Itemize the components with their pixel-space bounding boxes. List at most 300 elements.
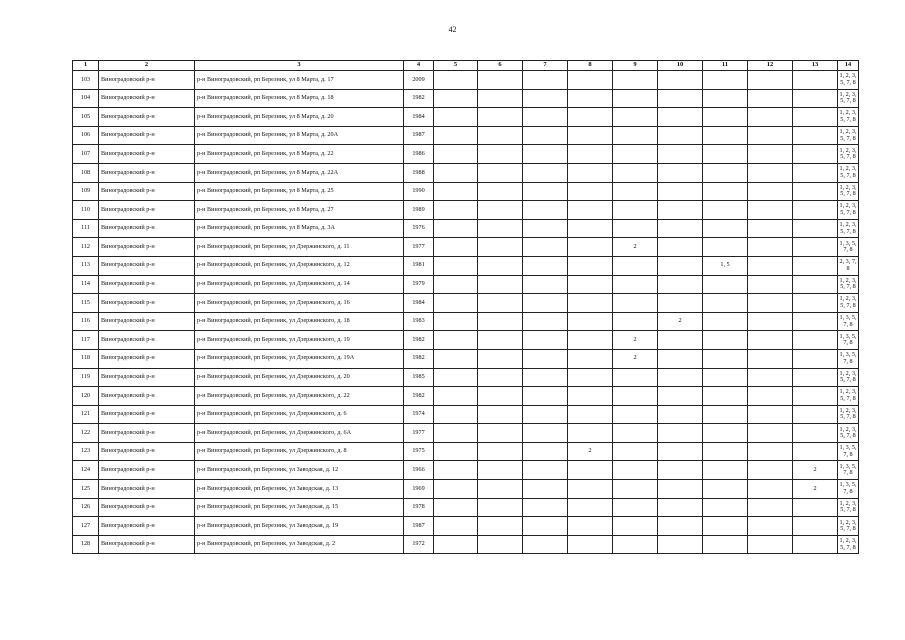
table-row <box>73 275 859 294</box>
table-cell-col-8 <box>568 238 613 257</box>
table-cell-col-6 <box>478 126 523 145</box>
table-cell-col-7 <box>523 275 568 294</box>
table-cell-col-4: 1989 <box>404 201 434 220</box>
table-cell-col-11 <box>703 442 748 461</box>
table-cell-col-8 <box>568 163 613 182</box>
table-row <box>73 517 859 536</box>
table-cell-col-2: Виноградовский р-н <box>99 368 195 387</box>
table-cell-col-6 <box>478 182 523 201</box>
table-cell-col-9 <box>613 108 658 127</box>
table-cell-col-9 <box>613 424 658 443</box>
table-cell-col-8 <box>568 145 613 164</box>
table-cell-col-1: 110 <box>73 201 99 220</box>
table-cell-col-4: 1981 <box>404 256 434 275</box>
table-cell-col-2: Виноградовский р-н <box>99 480 195 499</box>
table-cell-col-12 <box>748 182 793 201</box>
table-cell-col-12 <box>748 480 793 499</box>
table-cell-col-3: р-н Виноградовский, рп Березник, ул Дзержинского, д. 6А <box>195 424 404 443</box>
table-cell-col-4: 1982 <box>404 387 434 406</box>
table-cell-col-6 <box>478 312 523 331</box>
table-cell-col-12 <box>748 312 793 331</box>
table-cell-col-13 <box>793 442 838 461</box>
table-cell-col-8 <box>568 71 613 90</box>
table-row <box>73 126 859 145</box>
table-cell-col-11 <box>703 275 748 294</box>
table-cell-col-3: р-н Виноградовский, рп Березник, ул Заводская, д. 19 <box>195 517 404 536</box>
table-cell-col-12 <box>748 163 793 182</box>
table-cell-col-14: 1, 2, 3, 5, 7, 8 <box>838 535 859 554</box>
table-cell-col-2: Виноградовский р-н <box>99 349 195 368</box>
table-cell-col-14: 1, 2, 3, 5, 7, 8 <box>838 294 859 313</box>
table-cell-col-5 <box>434 219 478 238</box>
table-cell-col-1: 113 <box>73 256 99 275</box>
table-cell-col-5 <box>434 108 478 127</box>
table-cell-col-14: 1, 2, 3, 5, 7, 8 <box>838 219 859 238</box>
table-cell-col-2: Виноградовский р-н <box>99 294 195 313</box>
column-header-11: 11 <box>703 61 748 71</box>
table-cell-col-5 <box>434 126 478 145</box>
table-cell-col-13 <box>793 256 838 275</box>
table-cell-col-9 <box>613 256 658 275</box>
table-cell-col-8 <box>568 349 613 368</box>
table-cell-col-4: 1978 <box>404 498 434 517</box>
table-cell-col-10 <box>658 387 703 406</box>
column-header-2: 2 <box>99 61 195 71</box>
table-cell-col-14: 1, 2, 3, 5, 7, 8 <box>838 163 859 182</box>
table-cell-col-10 <box>658 498 703 517</box>
table-cell-col-10 <box>658 145 703 164</box>
table-cell-col-8 <box>568 126 613 145</box>
table-row <box>73 256 859 275</box>
table-cell-col-5 <box>434 71 478 90</box>
table-cell-col-10 <box>658 201 703 220</box>
table-cell-col-12 <box>748 387 793 406</box>
table-cell-col-8 <box>568 294 613 313</box>
table-cell-col-6 <box>478 256 523 275</box>
table-cell-col-14: 1, 3, 5, 7, 8 <box>838 312 859 331</box>
table-cell-col-9 <box>613 71 658 90</box>
table-cell-col-13 <box>793 108 838 127</box>
table-cell-col-1: 126 <box>73 498 99 517</box>
table-cell-col-2: Виноградовский р-н <box>99 312 195 331</box>
table-cell-col-7 <box>523 368 568 387</box>
table-cell-col-7 <box>523 126 568 145</box>
table-cell-col-1: 109 <box>73 182 99 201</box>
table-cell-col-6 <box>478 517 523 536</box>
table-cell-col-5 <box>434 89 478 108</box>
table-cell-col-12 <box>748 442 793 461</box>
table-row <box>73 163 859 182</box>
table-cell-col-9 <box>613 275 658 294</box>
table-cell-col-12 <box>748 517 793 536</box>
table-cell-col-11 <box>703 461 748 480</box>
table-cell-col-12 <box>748 145 793 164</box>
table-cell-col-4: 1988 <box>404 163 434 182</box>
table-cell-col-8 <box>568 424 613 443</box>
table-cell-col-7 <box>523 145 568 164</box>
table-cell-col-5 <box>434 201 478 220</box>
table-cell-col-11 <box>703 424 748 443</box>
column-header-3: 3 <box>195 61 404 71</box>
table-cell-col-2: Виноградовский р-н <box>99 535 195 554</box>
table-cell-col-10 <box>658 238 703 257</box>
table-cell-col-9 <box>613 405 658 424</box>
table-cell-col-12 <box>748 275 793 294</box>
table-cell-col-11 <box>703 368 748 387</box>
table-cell-col-12 <box>748 201 793 220</box>
table-cell-col-6 <box>478 368 523 387</box>
table-cell-col-12 <box>748 238 793 257</box>
table-cell-col-13 <box>793 89 838 108</box>
table-cell-col-7 <box>523 201 568 220</box>
table-cell-col-12 <box>748 219 793 238</box>
table-cell-col-7 <box>523 498 568 517</box>
table-cell-col-10 <box>658 442 703 461</box>
table-cell-col-14: 1, 3, 5, 7, 8 <box>838 461 859 480</box>
table-cell-col-1: 114 <box>73 275 99 294</box>
table-cell-col-5 <box>434 517 478 536</box>
table-cell-col-10 <box>658 368 703 387</box>
table-cell-col-9: 2 <box>613 349 658 368</box>
table-cell-col-3: р-н Виноградовский, рп Березник, ул Дзержинского, д. 6 <box>195 405 404 424</box>
table-cell-col-11 <box>703 498 748 517</box>
table-cell-col-10 <box>658 108 703 127</box>
table-cell-col-7 <box>523 535 568 554</box>
table-cell-col-6 <box>478 163 523 182</box>
table-cell-col-6 <box>478 349 523 368</box>
table-cell-col-3: р-н Виноградовский, рп Березник, ул Дзержинского, д. 19 <box>195 331 404 350</box>
table-cell-col-3: р-н Виноградовский, рп Березник, ул Дзержинского, д. 18 <box>195 312 404 331</box>
table-cell-col-11 <box>703 71 748 90</box>
table-cell-col-10 <box>658 405 703 424</box>
column-header-13: 13 <box>793 61 838 71</box>
table-cell-col-5 <box>434 405 478 424</box>
table-cell-col-10 <box>658 424 703 443</box>
table-cell-col-3: р-н Виноградовский, рп Березник, ул 8 Марта, д. 18 <box>195 89 404 108</box>
table-cell-col-11 <box>703 517 748 536</box>
table-row <box>73 331 859 350</box>
table-cell-col-1: 111 <box>73 219 99 238</box>
page-number: 42 <box>448 25 457 34</box>
column-header-1: 1 <box>73 61 99 71</box>
table-cell-col-6 <box>478 535 523 554</box>
table-cell-col-9 <box>613 89 658 108</box>
table-cell-col-11 <box>703 126 748 145</box>
table-cell-col-1: 118 <box>73 349 99 368</box>
table-cell-col-6 <box>478 331 523 350</box>
table-cell-col-7 <box>523 517 568 536</box>
column-header-7: 7 <box>523 61 568 71</box>
column-header-4: 4 <box>404 61 434 71</box>
table-cell-col-4: 1976 <box>404 219 434 238</box>
table-cell-col-13 <box>793 126 838 145</box>
table-cell-col-2: Виноградовский р-н <box>99 182 195 201</box>
table-cell-col-1: 125 <box>73 480 99 499</box>
table-cell-col-13 <box>793 238 838 257</box>
table-cell-col-1: 103 <box>73 71 99 90</box>
table-cell-col-13 <box>793 498 838 517</box>
table-cell-col-2: Виноградовский р-н <box>99 219 195 238</box>
table-cell-col-4: 1975 <box>404 442 434 461</box>
table-cell-col-12 <box>748 535 793 554</box>
table-cell-col-2: Виноградовский р-н <box>99 275 195 294</box>
table-cell-col-14: 1, 2, 3, 5, 7, 8 <box>838 182 859 201</box>
table-cell-col-8 <box>568 108 613 127</box>
table-cell-col-5 <box>434 145 478 164</box>
table-cell-col-7 <box>523 219 568 238</box>
table-cell-col-10 <box>658 275 703 294</box>
table-cell-col-5 <box>434 442 478 461</box>
table-cell-col-2: Виноградовский р-н <box>99 89 195 108</box>
table-cell-col-1: 108 <box>73 163 99 182</box>
table-cell-col-9 <box>613 368 658 387</box>
table-cell-col-3: р-н Виноградовский, рп Березник, ул Заводская, д. 2 <box>195 535 404 554</box>
table-cell-col-5 <box>434 331 478 350</box>
table-cell-col-5 <box>434 256 478 275</box>
housing-register-table <box>72 60 859 554</box>
table-row <box>73 238 859 257</box>
table-cell-col-1: 123 <box>73 442 99 461</box>
table-cell-col-4: 1979 <box>404 275 434 294</box>
table-cell-col-9 <box>613 219 658 238</box>
table-cell-col-6 <box>478 238 523 257</box>
table-cell-col-11 <box>703 405 748 424</box>
table-cell-col-5 <box>434 535 478 554</box>
table-cell-col-4: 1982 <box>404 89 434 108</box>
table-row <box>73 201 859 220</box>
table-cell-col-1: 119 <box>73 368 99 387</box>
table-cell-col-4: 1986 <box>404 145 434 164</box>
table-cell-col-13: 2 <box>793 480 838 499</box>
table-cell-col-6 <box>478 89 523 108</box>
table-cell-col-9 <box>613 163 658 182</box>
table-cell-col-5 <box>434 238 478 257</box>
table-cell-col-9 <box>613 126 658 145</box>
table-cell-col-3: р-н Виноградовский, рп Березник, ул 8 Марта, д. 22 <box>195 145 404 164</box>
table-cell-col-2: Виноградовский р-н <box>99 201 195 220</box>
table-row <box>73 219 859 238</box>
table-cell-col-2: Виноградовский р-н <box>99 405 195 424</box>
table-cell-col-7 <box>523 405 568 424</box>
table-cell-col-11: 1, 5 <box>703 256 748 275</box>
table-cell-col-11 <box>703 89 748 108</box>
table-cell-col-7 <box>523 461 568 480</box>
table-cell-col-12 <box>748 256 793 275</box>
table-cell-col-5 <box>434 498 478 517</box>
table-cell-col-7 <box>523 256 568 275</box>
table-cell-col-11 <box>703 201 748 220</box>
table-cell-col-3: р-н Виноградовский, рп Березник, ул Заводская, д. 15 <box>195 498 404 517</box>
table-cell-col-13 <box>793 163 838 182</box>
table-cell-col-7 <box>523 331 568 350</box>
table-cell-col-5 <box>434 275 478 294</box>
table-cell-col-14: 1, 2, 3, 5, 7, 8 <box>838 517 859 536</box>
table-cell-col-14: 1, 2, 3, 5, 7, 8 <box>838 108 859 127</box>
table-cell-col-14: 2, 3, 7, 8 <box>838 256 859 275</box>
table-cell-col-3: р-н Виноградовский, рп Березник, ул Дзержинского, д. 12 <box>195 256 404 275</box>
table-cell-col-9 <box>613 461 658 480</box>
table-cell-col-14: 1, 2, 3, 5, 7, 8 <box>838 368 859 387</box>
table-cell-col-12 <box>748 89 793 108</box>
table-cell-col-6 <box>478 498 523 517</box>
table-cell-col-8 <box>568 275 613 294</box>
table-cell-col-4: 1987 <box>404 517 434 536</box>
table-cell-col-11 <box>703 349 748 368</box>
table-cell-col-4: 1966 <box>404 461 434 480</box>
table-cell-col-9 <box>613 294 658 313</box>
table-cell-col-3: р-н Виноградовский, рп Березник, ул 8 Марта, д. 3А <box>195 219 404 238</box>
table-cell-col-5 <box>434 349 478 368</box>
table-cell-col-7 <box>523 163 568 182</box>
table-cell-col-14: 1, 2, 3, 5, 7, 8 <box>838 387 859 406</box>
table-cell-col-5 <box>434 461 478 480</box>
table-cell-col-13 <box>793 201 838 220</box>
table-cell-col-12 <box>748 294 793 313</box>
table-cell-col-2: Виноградовский р-н <box>99 256 195 275</box>
table-cell-col-12 <box>748 349 793 368</box>
table-row <box>73 349 859 368</box>
table-cell-col-11 <box>703 238 748 257</box>
column-header-5: 5 <box>434 61 478 71</box>
table-row <box>73 461 859 480</box>
table-row <box>73 182 859 201</box>
table-cell-col-13 <box>793 387 838 406</box>
table-cell-col-7 <box>523 442 568 461</box>
table-cell-col-1: 127 <box>73 517 99 536</box>
table-cell-col-8 <box>568 331 613 350</box>
table-cell-col-9 <box>613 182 658 201</box>
table-cell-col-14: 1, 2, 3, 5, 7, 8 <box>838 71 859 90</box>
table-cell-col-4: 1984 <box>404 108 434 127</box>
table-cell-col-13 <box>793 535 838 554</box>
table-cell-col-14: 1, 2, 3, 5, 7, 8 <box>838 498 859 517</box>
table-row <box>73 442 859 461</box>
table-cell-col-3: р-н Виноградовский, рп Березник, ул 8 Марта, д. 20 <box>195 108 404 127</box>
table-cell-col-4: 1982 <box>404 331 434 350</box>
table-cell-col-8 <box>568 387 613 406</box>
column-header-12: 12 <box>748 61 793 71</box>
table-cell-col-14: 1, 3, 5, 7, 8 <box>838 442 859 461</box>
table-cell-col-14: 1, 2, 3, 5, 7, 8 <box>838 201 859 220</box>
table-cell-col-8 <box>568 182 613 201</box>
table-cell-col-6 <box>478 424 523 443</box>
table-cell-col-5 <box>434 182 478 201</box>
table-cell-col-3: р-н Виноградовский, рп Березник, ул 8 Марта, д. 27 <box>195 201 404 220</box>
column-header-8: 8 <box>568 61 613 71</box>
table-cell-col-7 <box>523 71 568 90</box>
table-row <box>73 387 859 406</box>
table-cell-col-3: р-н Виноградовский, рп Березник, ул 8 Марта, д. 20А <box>195 126 404 145</box>
table-cell-col-12 <box>748 368 793 387</box>
table-row <box>73 480 859 499</box>
table-cell-col-3: р-н Виноградовский, рп Березник, ул Дзержинского, д. 20 <box>195 368 404 387</box>
table-cell-col-11 <box>703 108 748 127</box>
table-cell-col-6 <box>478 461 523 480</box>
table-cell-col-13 <box>793 405 838 424</box>
table-cell-col-4: 1985 <box>404 368 434 387</box>
column-header-6: 6 <box>478 61 523 71</box>
table-cell-col-9 <box>613 312 658 331</box>
table-cell-col-3: р-н Виноградовский, рп Березник, ул 8 Марта, д. 22А <box>195 163 404 182</box>
table-cell-col-13 <box>793 368 838 387</box>
table-row <box>73 108 859 127</box>
table-cell-col-11 <box>703 163 748 182</box>
table-cell-col-1: 124 <box>73 461 99 480</box>
table-cell-col-11 <box>703 294 748 313</box>
table-cell-col-6 <box>478 480 523 499</box>
table-cell-col-11 <box>703 182 748 201</box>
table-cell-col-5 <box>434 294 478 313</box>
table-row <box>73 405 859 424</box>
table-cell-col-6 <box>478 108 523 127</box>
table-cell-col-9 <box>613 442 658 461</box>
table-cell-col-6 <box>478 294 523 313</box>
table-cell-col-11 <box>703 219 748 238</box>
table-cell-col-3: р-н Виноградовский, рп Березник, ул Заводская, д. 13 <box>195 480 404 499</box>
table-cell-col-13 <box>793 294 838 313</box>
table-cell-col-8 <box>568 405 613 424</box>
table-cell-col-14: 1, 2, 3, 5, 7, 8 <box>838 275 859 294</box>
table-cell-col-2: Виноградовский р-н <box>99 108 195 127</box>
table-cell-col-4: 1983 <box>404 312 434 331</box>
table-cell-col-3: р-н Виноградовский, рп Березник, ул Заводская, д. 12 <box>195 461 404 480</box>
column-header-10: 10 <box>658 61 703 71</box>
table-cell-col-14: 1, 2, 3, 5, 7, 8 <box>838 89 859 108</box>
table-row <box>73 71 859 90</box>
table-cell-col-7 <box>523 312 568 331</box>
table-cell-col-9: 2 <box>613 331 658 350</box>
table-cell-col-2: Виноградовский р-н <box>99 442 195 461</box>
table-cell-col-1: 112 <box>73 238 99 257</box>
table-cell-col-13 <box>793 517 838 536</box>
table-cell-col-9: 2 <box>613 238 658 257</box>
table-row <box>73 498 859 517</box>
table-row <box>73 424 859 443</box>
table-cell-col-1: 104 <box>73 89 99 108</box>
table-cell-col-3: р-н Виноградовский, рп Березник, ул 8 Марта, д. 17 <box>195 71 404 90</box>
table-cell-col-10 <box>658 219 703 238</box>
table-cell-col-6 <box>478 145 523 164</box>
table-cell-col-7 <box>523 182 568 201</box>
table-cell-col-14: 1, 2, 3, 5, 7, 8 <box>838 126 859 145</box>
column-header-9: 9 <box>613 61 658 71</box>
table-cell-col-8: 2 <box>568 442 613 461</box>
table-row <box>73 145 859 164</box>
table-cell-col-2: Виноградовский р-н <box>99 163 195 182</box>
table-cell-col-3: р-н Виноградовский, рп Березник, ул 8 Марта, д. 25 <box>195 182 404 201</box>
table-cell-col-12 <box>748 405 793 424</box>
table-cell-col-4: 1990 <box>404 182 434 201</box>
table-cell-col-1: 107 <box>73 145 99 164</box>
table-cell-col-12 <box>748 498 793 517</box>
table-cell-col-13 <box>793 275 838 294</box>
table-cell-col-12 <box>748 126 793 145</box>
table-cell-col-3: р-н Виноградовский, рп Березник, ул Дзержинского, д. 8 <box>195 442 404 461</box>
table-cell-col-2: Виноградовский р-н <box>99 517 195 536</box>
table-cell-col-6 <box>478 442 523 461</box>
table-cell-col-12 <box>748 331 793 350</box>
table-cell-col-2: Виноградовский р-н <box>99 498 195 517</box>
table-cell-col-5 <box>434 312 478 331</box>
table-cell-col-1: 128 <box>73 535 99 554</box>
table-cell-col-10 <box>658 163 703 182</box>
table-cell-col-7 <box>523 238 568 257</box>
table-cell-col-10 <box>658 331 703 350</box>
table-cell-col-8 <box>568 517 613 536</box>
table-row <box>73 368 859 387</box>
table-cell-col-4: 1987 <box>404 126 434 145</box>
table-cell-col-3: р-н Виноградовский, рп Березник, ул Дзержинского, д. 19А <box>195 349 404 368</box>
